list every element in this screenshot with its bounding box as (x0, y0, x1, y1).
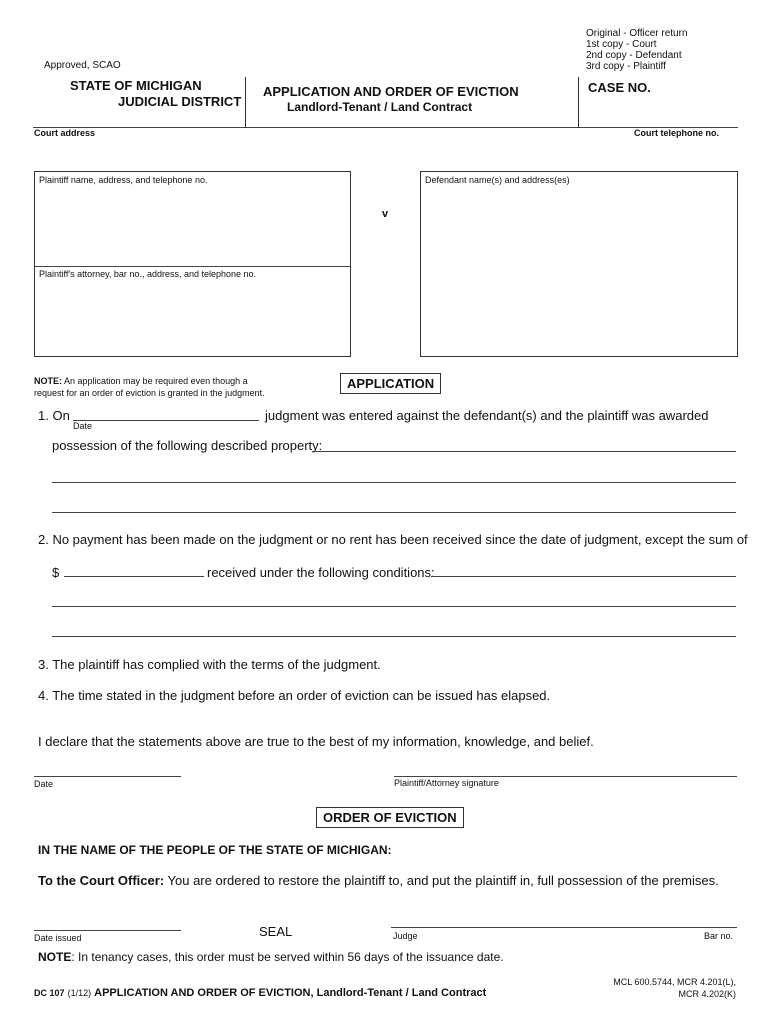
approved-scao: Approved, SCAO (44, 60, 121, 71)
bar-no-label: Bar no. (704, 931, 734, 941)
item2-conditions: received under the following conditions: (207, 565, 435, 580)
defendant-box[interactable] (420, 171, 738, 357)
people-line: IN THE NAME OF THE PEOPLE OF THE STATE OF MICHIGAN: (38, 843, 392, 857)
copy-original: Original - Officer return (586, 28, 688, 39)
item3-text: 3. The plaintiff has complied with the terms of the judgment. (38, 657, 381, 672)
note-line1: An application may be required even though a (64, 376, 248, 386)
item4-text: 4. The time stated in the judgment before an order of eviction can be issued has elapsed. (38, 688, 551, 703)
officer-order (38, 873, 719, 888)
conditions-field-1[interactable] (431, 576, 736, 577)
item2-amount-field[interactable] (64, 576, 204, 577)
footer-title-line (34, 987, 486, 999)
order-title: ORDER OF EVICTION (316, 807, 464, 828)
state-of-michigan: STATE OF MICHIGAN (70, 78, 202, 93)
court-address-label: Court address (34, 128, 96, 138)
conditions-field-2[interactable] (52, 606, 736, 607)
court-telephone-label: Court telephone no. (634, 128, 719, 138)
plaintiff-label: Plaintiff name, address, and telephone no. (39, 175, 208, 185)
plaintiff-attorney-divider (35, 266, 350, 267)
order-note-bold: NOTE (38, 950, 72, 964)
property-field-3[interactable] (52, 512, 736, 513)
header-divider-right (578, 77, 579, 127)
defendant-label: Defendant name(s) and address(es) (425, 175, 570, 185)
conditions-field-3[interactable] (52, 636, 736, 637)
date-issued-field[interactable] (34, 930, 181, 931)
attorney-label: Plaintiff's attorney, bar no., address, and telephone no. (39, 269, 257, 279)
form-number: DC 107 (34, 988, 65, 998)
seal-label: SEAL (259, 924, 293, 939)
signature-field[interactable] (394, 776, 737, 777)
case-no-label: CASE NO. (588, 80, 651, 95)
property-field-1[interactable] (312, 451, 736, 452)
copy-second: 2nd copy - Defendant (586, 50, 682, 61)
officer-bold: To the Court Officer: (38, 873, 165, 888)
item2-text: 2. No payment has been made on the judgment or no rent has been received since the date of judgment, except the sum of (38, 532, 748, 547)
versus-label: v (382, 208, 389, 220)
application-date-field[interactable] (34, 776, 181, 777)
note-line2: request for an order of eviction is granted in the judgment. (34, 388, 265, 398)
officer-text: You are ordered to restore the plaintiff to, and put the plaintiff in, full possession of the premises. (167, 873, 719, 888)
application-date-label: Date (34, 779, 54, 789)
citation-1: MCL 600.5744, MCR 4.201(L), (613, 977, 736, 987)
citation-2: MCR 4.202(K) (678, 989, 736, 999)
form-subtitle: Landlord-Tenant / Land Contract (287, 100, 473, 114)
order-note-text: : In tenancy cases, this order must be served within 56 days of the issuance date. (71, 950, 504, 964)
declaration-text: I declare that the statements above are true to the best of my information, knowledge, and belief. (38, 734, 594, 749)
date-issued-label: Date issued (34, 933, 82, 943)
form-title: APPLICATION AND ORDER OF EVICTION (263, 84, 519, 99)
item1-prefix: 1. On (38, 408, 70, 423)
judicial-district: JUDICIAL DISTRICT (118, 94, 242, 109)
judge-label: Judge (393, 931, 418, 941)
item1-line2: possession of the following described property: (52, 438, 323, 453)
copy-first: 1st copy - Court (586, 39, 657, 50)
order-note (38, 950, 504, 964)
note-bold: NOTE: (34, 376, 62, 386)
footer-form-title: APPLICATION AND ORDER OF EVICTION, Landlord-Tenant / Land Contract (94, 987, 487, 999)
form-revision: (1/12) (67, 988, 92, 998)
plaintiff-box[interactable] (34, 171, 351, 357)
item2-dollar: $ (52, 565, 60, 580)
application-note (34, 375, 334, 399)
item1-date-label: Date (73, 421, 93, 431)
copy-distribution-list (586, 28, 688, 72)
item1-date-field[interactable] (73, 420, 259, 421)
property-field-2[interactable] (52, 482, 736, 483)
judge-field[interactable] (391, 927, 737, 928)
header-bottom-rule (33, 127, 738, 128)
signature-label: Plaintiff/Attorney signature (394, 778, 499, 788)
item1-text: judgment was entered against the defendant(s) and the plaintiff was awarded (265, 408, 709, 423)
citations (594, 976, 736, 1000)
copy-third: 3rd copy - Plaintiff (586, 61, 666, 72)
header-divider-left (245, 77, 246, 127)
application-title: APPLICATION (340, 373, 441, 394)
